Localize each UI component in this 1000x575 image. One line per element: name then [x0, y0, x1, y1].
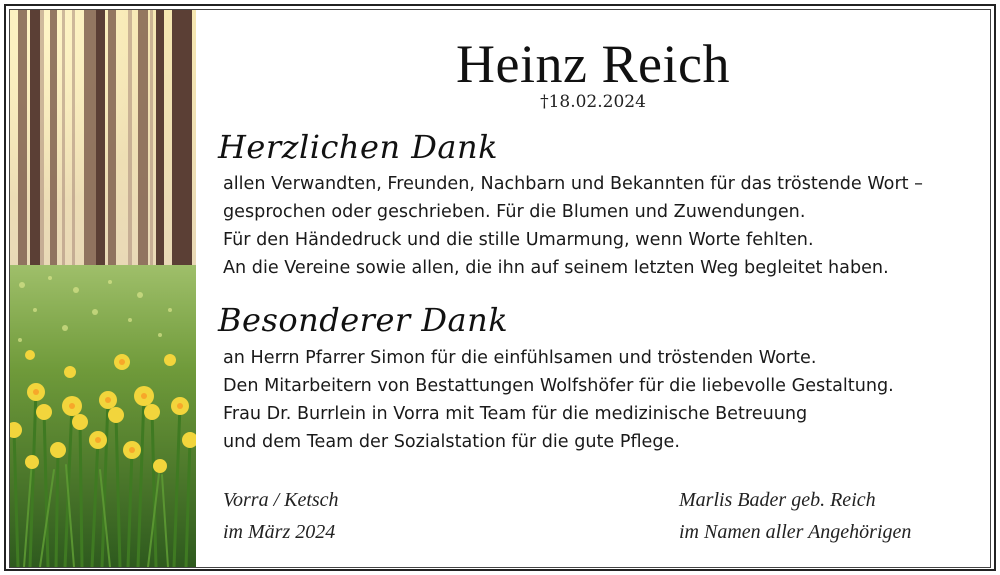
signer-name: Marlis Bader geb. Reich: [679, 489, 876, 511]
notice-card: [9, 9, 991, 568]
text-line: Für den Händedruck und die stille Umarmung, wenn Worte fehlten.: [223, 230, 814, 250]
text-line: An die Vereine sowie allen, die ihn auf seinem letzten Weg begleitet haben.: [223, 258, 889, 278]
special-thanks-paragraph: [223, 344, 983, 456]
text-line: Den Mitarbeitern von Bestattungen Wolfshöfer für die liebevolle Gestaltung.: [223, 376, 894, 396]
text-line: Frau Dr. Burrlein in Vorra mit Team für die medizinische Betreuung: [223, 404, 808, 424]
heading-besonderer-dank: Besonderer Dank: [218, 301, 509, 339]
thanks-paragraph: [223, 170, 983, 282]
text-line: und dem Team der Sozialstation für die gute Pflege.: [223, 432, 680, 452]
text-line: gesprochen oder geschrieben. Für die Blumen und Zuwendungen.: [223, 202, 806, 222]
signature-place: Vorra / Ketsch: [223, 489, 339, 511]
death-date: †18.02.2024: [540, 92, 646, 112]
signature-date: im März 2024: [223, 521, 336, 543]
text-line: an Herrn Pfarrer Simon für die einfühlsamen und tröstenden Worte.: [223, 348, 817, 368]
heading-herzlichen-dank: Herzlichen Dank: [218, 128, 498, 166]
forest-daffodil-photo: [10, 10, 196, 567]
text-line: allen Verwandten, Freunden, Nachbarn und Bekannten für das tröstende Wort –: [223, 174, 923, 194]
signature-signer: [679, 484, 911, 548]
notice-content: [196, 10, 990, 567]
deceased-name: Heinz Reich: [456, 34, 730, 94]
signature-place-date: [223, 484, 339, 548]
signer-on-behalf: im Namen aller Angehörigen: [679, 521, 912, 543]
